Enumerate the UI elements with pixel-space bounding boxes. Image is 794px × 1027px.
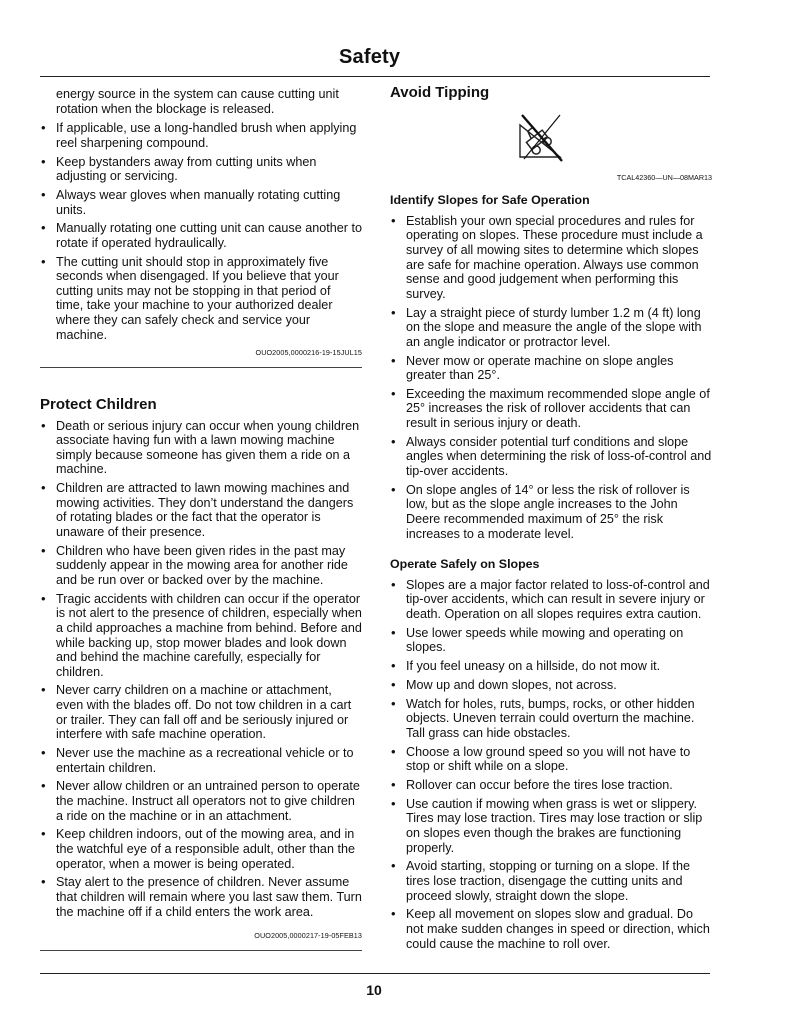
left-column bbox=[40, 87, 362, 951]
list-item: • If applicable, use a long-handled brush when applying reel sharpening compound. bbox=[40, 121, 362, 150]
list-item: • Always consider potential turf conditions and slope angles when determining the risk of loss-of-control and tip-over accidents. bbox=[390, 435, 712, 479]
reference-code: OUO2005,0000217-19-05FEB13 bbox=[254, 931, 362, 941]
subsection-title-identify-slopes: Identify Slopes for Safe Operation bbox=[390, 193, 590, 208]
continued-text: energy source in the system can cause cutting unit rotation when the blockage is released. bbox=[56, 87, 339, 116]
list-item: • Use caution if mowing when grass is wet or slippery. Tires may lose traction. Tires may lose traction or slip on slopes even though the brakes are functioning properly. bbox=[390, 797, 712, 855]
list-item: • Children who have been given rides in the past may suddenly appear in the mowing area for another ride and be run over or backed over by the machine. bbox=[40, 544, 362, 588]
list-item: • The cutting unit should stop in approximately five seconds when disengaged. If you believe that your cutting units may not be stopping in that period of time, take your machine to your authorized dealer where they can safely check and service your machine. bbox=[40, 255, 362, 343]
list-item: • Avoid starting, stopping or turning on a slope. If the tires lose traction, disengage the cutting units and proceed slowly, straight down the slope. bbox=[390, 859, 712, 903]
list-item: • Keep bystanders away from cutting units when adjusting or servicing. bbox=[40, 155, 362, 184]
list-item: • If you feel uneasy on a hillside, do not mow it. bbox=[390, 659, 712, 674]
list-item: • Rollover can occur before the tires lose traction. bbox=[390, 778, 712, 793]
list-item: • On slope angles of 14° or less the risk of rollover is low, but as the slope angle increases to the John Deere recommended maximum of 25° the risk increases to a moderate level. bbox=[390, 483, 712, 541]
header-rule bbox=[40, 76, 710, 77]
list-item: • Choose a low ground speed so you will not have to stop or shift while on a slope. bbox=[390, 745, 712, 774]
list-item: • Keep all movement on slopes slow and gradual. Do not make sudden changes in speed or direction, which could cause the machine to roll over. bbox=[390, 907, 712, 951]
list-item: • Lay a straight piece of sturdy lumber 1.2 m (4 ft) long on the slope and measure the angle of the slope with an angle indicator or protractor level. bbox=[390, 306, 712, 350]
list-item: • Death or serious injury can occur when young children associate having fun with a lawn mowing machine simply because someone has given them a ride on a machine. bbox=[40, 419, 362, 477]
identify-slopes-list bbox=[390, 214, 712, 541]
tipping-warning-figure bbox=[390, 107, 712, 167]
list-item: • Exceeding the maximum recommended slope angle of 25° increases the risk of rollover accidents that can result in serious injury or death. bbox=[390, 387, 712, 431]
section-title-protect-children: Protect Children bbox=[40, 396, 157, 414]
list-item: • Mow up and down slopes, not across. bbox=[390, 678, 712, 693]
list-item: • Stay alert to the presence of children. Never assume that children will remain where you last saw them. Turn the machine off if a child enters the work area. bbox=[40, 875, 362, 919]
list-item: • Never mow or operate machine on slope angles greater than 25°. bbox=[390, 354, 712, 383]
section-title-avoid-tipping: Avoid Tipping bbox=[390, 84, 490, 101]
list-item: • Establish your own special procedures and rules for operating on slopes. These procedure must include a survey of all mowing sites to determine which slopes are safe for machine operation. Always use common sense and good judgement when performing this survey. bbox=[390, 214, 712, 302]
right-column bbox=[390, 86, 712, 955]
figure-caption: TCAL42360—UN—08MAR13 bbox=[616, 172, 712, 182]
reference-code: OUO2005,0000216-19-15JUL15 bbox=[255, 348, 362, 358]
subsection-title-operate-safely: Operate Safely on Slopes bbox=[390, 557, 540, 572]
list-item: • Always wear gloves when manually rotating cutting units. bbox=[40, 188, 362, 217]
continued-bullet-list bbox=[40, 121, 362, 342]
list-item: • Never allow children or an untrained person to operate the machine. Instruct all operators not to give children a ride on the machine or in an attachment. bbox=[40, 779, 362, 823]
list-item: • Watch for holes, ruts, bumps, rocks, or other hidden objects. Uneven terrain could overturn the machine. Tall grass can hide obstacles. bbox=[390, 697, 712, 741]
page-title-text: Safety bbox=[339, 46, 401, 68]
list-item: • Keep children indoors, out of the mowing area, and in the watchful eye of a responsible adult, other than the operator, when a mower is being operated. bbox=[40, 827, 362, 871]
operate-safely-list bbox=[390, 578, 712, 951]
list-item: • Slopes are a major factor related to loss-of-control and tip-over accidents, which can result in severe injury or death. Operation on all slopes requires extra caution. bbox=[390, 578, 712, 622]
list-item: • Never carry children on a machine or attachment, even with the blades off. Do not tow children in a cart or trailer. They can fall off and be seriously injured or interfere with safe machine operation. bbox=[40, 683, 362, 741]
no-tipping-warning-icon bbox=[516, 111, 566, 163]
section-divider bbox=[40, 367, 362, 368]
list-item: • Tragic accidents with children can occur if the operator is not alert to the presence of children, especially when a child approaches a machine from behind. Before and while backing up, stop mower blades and look down and behind the machine carefully, especially for children. bbox=[40, 592, 362, 680]
protect-children-list bbox=[40, 419, 362, 920]
list-item: • Use lower speeds while mowing and operating on slopes. bbox=[390, 626, 712, 655]
list-item: • Children are attracted to lawn mowing machines and mowing activities. They don’t understand the dangers of rotating blades or the fact that the operator is unaware of their presence. bbox=[40, 481, 362, 539]
footer-rule bbox=[40, 973, 710, 974]
list-item: • Manually rotating one cutting unit can cause another to rotate if operated hydraulically. bbox=[40, 221, 362, 250]
page-number: 10 bbox=[366, 982, 382, 998]
list-item: • Never use the machine as a recreational vehicle or to entertain children. bbox=[40, 746, 362, 775]
section-divider bbox=[40, 950, 362, 951]
